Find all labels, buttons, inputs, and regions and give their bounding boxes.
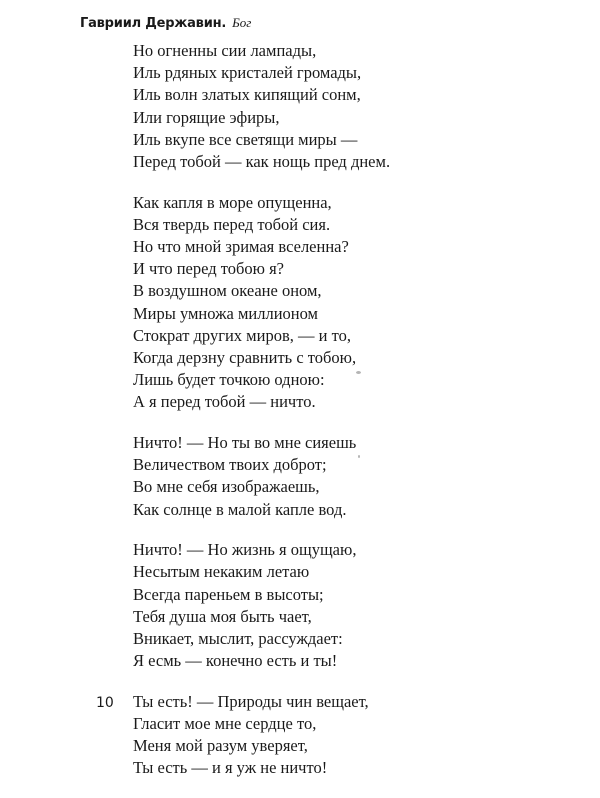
stanza (133, 432, 553, 521)
poem-line: Иль рдяных кристалей громады, (133, 63, 362, 83)
poem-line: Как капля в море опущенна, (133, 192, 332, 212)
running-head-title: Бог (232, 15, 252, 30)
poem-line: Лишь будет точкою одною: (133, 370, 325, 390)
poem-line: А я перед тобой — ничто. (133, 392, 316, 412)
running-head (80, 14, 251, 33)
poem-line: Величеством твоих доброт; (133, 455, 327, 475)
poem-line: Я есмь — конечно есть и ты! (133, 651, 338, 671)
poem-line: Меня мой разум уверяет, (133, 736, 308, 756)
poem-line: Тебя душа моя быть чает, (133, 606, 312, 626)
stanza (133, 691, 553, 780)
poem-line: Вся твердь перед тобой сия. (133, 214, 331, 234)
poem-line: Всегда пареньем в высоты; (133, 584, 324, 604)
running-head-author: Гавриил Державин. (80, 16, 227, 31)
poem-line: Иль волн златых кипящий сонм, (133, 85, 361, 105)
poem-line: Ничто! — Но ты во мне сияешь (133, 433, 357, 452)
stanza (133, 40, 553, 173)
poem-line: Или горящие эфиры, (133, 107, 280, 127)
stanza (133, 192, 553, 414)
poem-line: Стократ других миров, — и то, (133, 325, 351, 345)
page-number: 10 (96, 695, 114, 711)
poem-line: Но огненны сии лампады, (133, 41, 317, 60)
poem-line: Ты есть! — Природы чин вещает, (133, 691, 369, 711)
poem-line: Миры умножа миллионом (133, 303, 318, 323)
poem-line: Ничто! — Но жизнь я ощущаю, (133, 540, 357, 560)
poem-line: Ты есть — и я уж не ничто! (133, 758, 328, 778)
poem-line: Во мне себя изображаешь, (133, 477, 320, 497)
poem-line: Но что мной зримая вселенна? (133, 237, 349, 256)
poem-line: Перед тобой — как нощь пред днем. (133, 151, 391, 171)
poem-line: Как солнце в малой капле вод. (133, 499, 347, 519)
poem-line: Вникает, мыслит, рассуждает: (133, 629, 343, 648)
scan-speck (356, 371, 361, 374)
stanza (133, 539, 553, 672)
poem-line: Когда дерзну сравнить с тобою, (133, 347, 357, 367)
poem-line: И что перед тобою я? (133, 259, 284, 279)
poem-line: Несытым некаким летаю (133, 562, 310, 582)
poem-line: Иль вкупе все светящи миры — (133, 129, 358, 149)
poem-line: В воздушном океане оном, (133, 281, 322, 301)
poem-line: Гласит мое мне сердце то, (133, 714, 317, 734)
scan-speck (358, 455, 360, 458)
poem-body (133, 40, 553, 798)
